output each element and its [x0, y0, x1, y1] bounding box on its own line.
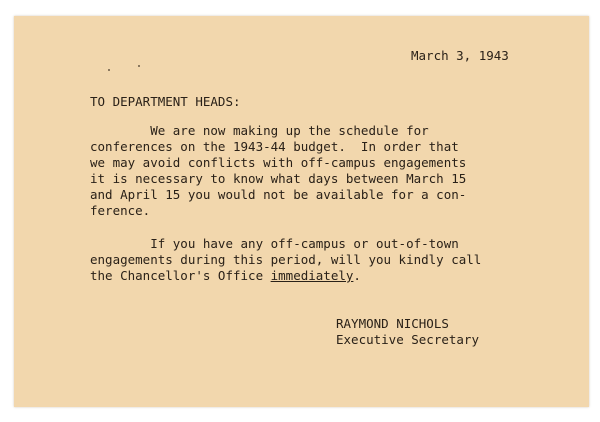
signature-block — [336, 316, 479, 348]
paragraph-1-line: and April 15 you would not be available for a con- — [90, 187, 467, 202]
ink-speck — [138, 65, 140, 67]
paragraph-2-line: If you have any off-campus or out-of-town — [90, 236, 459, 251]
emphasis-immediately: immediately — [270, 268, 354, 283]
memo-card — [14, 16, 589, 407]
ink-speck — [108, 69, 110, 71]
memo-paragraph-1 — [90, 123, 466, 219]
paragraph-1-line: We are now making up the schedule for — [90, 123, 429, 138]
memo-salutation: TO DEPARTMENT HEADS: — [90, 94, 241, 109]
signature-title: Executive Secretary — [336, 332, 479, 347]
paragraph-2-line: the Chancellor's Office — [90, 268, 271, 283]
paragraph-2-line: engagements during this period, will you kindly call — [90, 252, 482, 267]
paragraph-1-line: conferences on the 1943-44 budget. In order that — [90, 139, 459, 154]
memo-date: March 3, 1943 — [411, 48, 509, 63]
signature-name: RAYMOND NICHOLS — [336, 316, 449, 331]
paragraph-1-line: we may avoid conflicts with off-campus engagements — [90, 155, 467, 170]
paragraph-1-line: it is necessary to know what days between March 15 — [90, 171, 467, 186]
paragraph-1-line: ference. — [90, 203, 151, 218]
paragraph-2-line-end: . — [353, 268, 361, 283]
memo-paragraph-2 — [90, 236, 481, 284]
